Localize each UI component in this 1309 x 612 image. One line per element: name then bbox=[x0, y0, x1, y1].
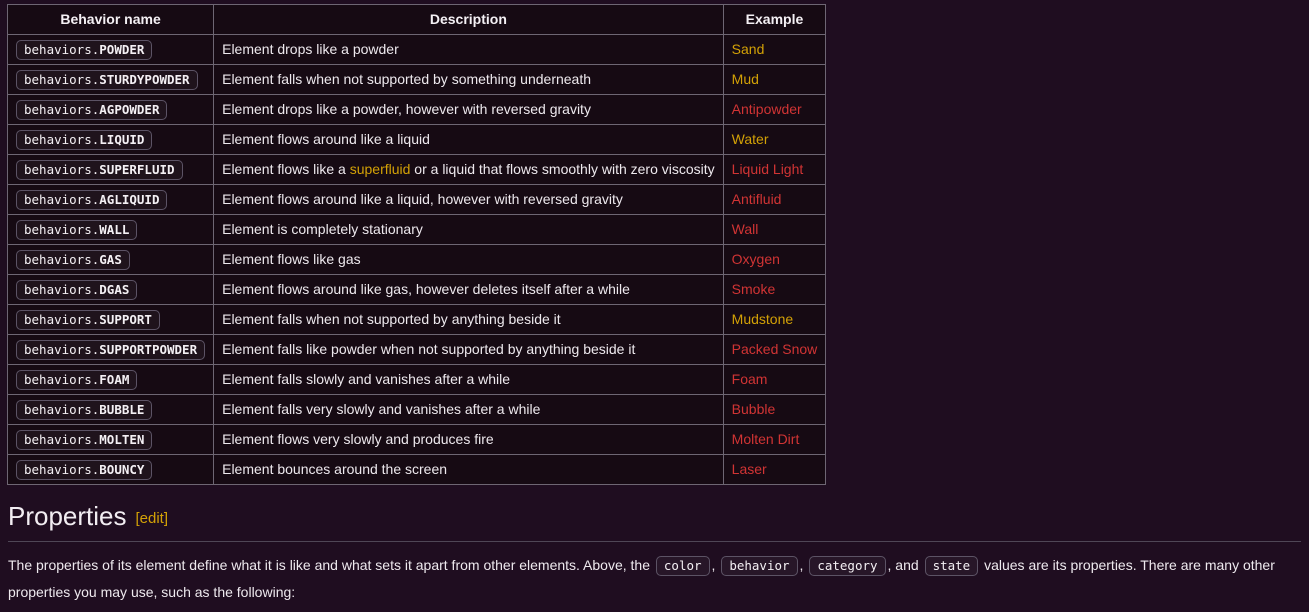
behaviors-table bbox=[7, 4, 826, 485]
description-text: Element flows like a bbox=[222, 161, 350, 177]
example-link[interactable]: Laser bbox=[731, 461, 767, 477]
description-cell bbox=[214, 125, 724, 155]
description-text: Element flows around like a liquid bbox=[222, 131, 430, 147]
behavior-code-prefix: behaviors. bbox=[24, 252, 100, 267]
example-link[interactable]: Mudstone bbox=[731, 311, 794, 327]
behavior-name-cell bbox=[8, 185, 214, 215]
example-cell bbox=[723, 65, 826, 95]
description-text: Element flows around like gas, however deletes itself after a while bbox=[222, 281, 630, 297]
behavior-code-prefix: behaviors. bbox=[24, 132, 100, 147]
behavior-name-cell bbox=[8, 275, 214, 305]
behavior-code bbox=[16, 70, 198, 90]
behavior-code bbox=[16, 130, 152, 150]
behavior-code-prefix: behaviors. bbox=[24, 462, 100, 477]
behavior-code-name: BOUNCY bbox=[99, 462, 145, 477]
table-row bbox=[8, 65, 826, 95]
behavior-name-cell bbox=[8, 125, 214, 155]
description-cell bbox=[214, 395, 724, 425]
example-link[interactable]: Liquid Light bbox=[731, 161, 804, 177]
description-text: Element flows very slowly and produces fire bbox=[222, 431, 494, 447]
behavior-code-name: MOLTEN bbox=[99, 432, 145, 447]
property-code: color bbox=[656, 556, 710, 576]
description-cell bbox=[214, 335, 724, 365]
behavior-code bbox=[16, 400, 152, 420]
section-title: Properties bbox=[8, 501, 127, 531]
behavior-code-name: STURDYPOWDER bbox=[99, 72, 190, 87]
description-text: Element drops like a powder bbox=[222, 41, 399, 57]
description-cell bbox=[214, 185, 724, 215]
behavior-code-name: GAS bbox=[99, 252, 122, 267]
behavior-code-name: AGLIQUID bbox=[99, 192, 160, 207]
behavior-code-prefix: behaviors. bbox=[24, 192, 100, 207]
behavior-code-prefix: behaviors. bbox=[24, 372, 100, 387]
table-header-row bbox=[8, 5, 826, 35]
example-cell bbox=[723, 425, 826, 455]
behavior-code-name: SUPPORTPOWDER bbox=[99, 342, 198, 357]
intro-text: , bbox=[711, 557, 720, 573]
behavior-code-prefix: behaviors. bbox=[24, 432, 100, 447]
behavior-code bbox=[16, 460, 152, 480]
example-cell bbox=[723, 305, 826, 335]
column-header-behavior-name: Behavior name bbox=[8, 5, 214, 35]
behavior-code bbox=[16, 250, 130, 270]
example-link[interactable]: Sand bbox=[731, 41, 765, 57]
table-row bbox=[8, 95, 826, 125]
behavior-code-name: SUPPORT bbox=[99, 312, 152, 327]
property-code: category bbox=[809, 556, 885, 576]
table-row bbox=[8, 365, 826, 395]
description-cell bbox=[214, 245, 724, 275]
column-header-example: Example bbox=[723, 5, 826, 35]
behavior-code bbox=[16, 340, 205, 360]
behavior-name-cell bbox=[8, 425, 214, 455]
property-code: behavior bbox=[721, 556, 797, 576]
example-link[interactable]: Water bbox=[731, 131, 769, 147]
example-cell bbox=[723, 245, 826, 275]
behavior-code bbox=[16, 370, 137, 390]
behavior-code-name: LIQUID bbox=[99, 132, 145, 147]
behavior-name-cell bbox=[8, 365, 214, 395]
example-link[interactable]: Mud bbox=[731, 71, 759, 87]
behavior-name-cell bbox=[8, 245, 214, 275]
behavior-name-cell bbox=[8, 305, 214, 335]
table-row bbox=[8, 275, 826, 305]
description-text: Element falls when not supported by anything beside it bbox=[222, 311, 561, 327]
behavior-code-prefix: behaviors. bbox=[24, 162, 100, 177]
example-cell bbox=[723, 125, 826, 155]
section-heading bbox=[8, 501, 1301, 542]
table-row bbox=[8, 305, 826, 335]
description-text: Element falls very slowly and vanishes after a while bbox=[222, 401, 541, 417]
example-cell bbox=[723, 185, 826, 215]
description-text: Element falls slowly and vanishes after a while bbox=[222, 371, 511, 387]
inline-link[interactable]: superfluid bbox=[349, 161, 411, 177]
example-cell bbox=[723, 35, 826, 65]
intro-text: , and bbox=[887, 557, 923, 573]
table-row bbox=[8, 155, 826, 185]
table-row bbox=[8, 245, 826, 275]
behavior-name-cell bbox=[8, 35, 214, 65]
behavior-name-cell bbox=[8, 65, 214, 95]
behavior-code-name: WALL bbox=[99, 222, 130, 237]
behavior-name-cell bbox=[8, 455, 214, 485]
example-link[interactable]: Smoke bbox=[731, 281, 776, 297]
behavior-code-prefix: behaviors. bbox=[24, 312, 100, 327]
behavior-code-prefix: behaviors. bbox=[24, 72, 100, 87]
behavior-code-prefix: behaviors. bbox=[24, 342, 100, 357]
behavior-code bbox=[16, 40, 152, 60]
table-row bbox=[8, 395, 826, 425]
table-row bbox=[8, 425, 826, 455]
behavior-code-name: AGPOWDER bbox=[99, 102, 160, 117]
table-row bbox=[8, 125, 826, 155]
property-code: state bbox=[925, 556, 979, 576]
intro-text: , bbox=[799, 557, 808, 573]
table-row bbox=[8, 215, 826, 245]
intro-paragraph bbox=[8, 552, 1301, 605]
example-link[interactable]: Oxygen bbox=[731, 251, 780, 267]
behavior-code-prefix: behaviors. bbox=[24, 222, 100, 237]
example-link[interactable]: Packed Snow bbox=[731, 341, 818, 357]
table-row bbox=[8, 335, 826, 365]
example-cell bbox=[723, 365, 826, 395]
behaviors-table-body bbox=[8, 35, 826, 485]
description-text: Element bounces around the screen bbox=[222, 461, 448, 477]
intro-text: The properties of its element define what it is like and what sets it apart from other elements. Above, the bbox=[8, 557, 654, 573]
behavior-code-name: SUPERFLUID bbox=[99, 162, 175, 177]
description-cell bbox=[214, 305, 724, 335]
description-cell bbox=[214, 35, 724, 65]
column-header-description: Description bbox=[214, 5, 724, 35]
example-cell bbox=[723, 395, 826, 425]
example-link[interactable]: Bubble bbox=[731, 401, 776, 417]
behavior-code-prefix: behaviors. bbox=[24, 402, 100, 417]
description-cell bbox=[214, 275, 724, 305]
behavior-code-prefix: behaviors. bbox=[24, 42, 100, 57]
description-text: Element is completely stationary bbox=[222, 221, 423, 237]
intro-text: values are its properties. There are many other properties you may use, such as the following: bbox=[8, 557, 1275, 600]
behavior-name-cell bbox=[8, 395, 214, 425]
example-cell bbox=[723, 335, 826, 365]
description-cell bbox=[214, 425, 724, 455]
description-text: Element falls when not supported by something underneath bbox=[222, 71, 592, 87]
example-cell bbox=[723, 155, 826, 185]
example-link[interactable]: Foam bbox=[731, 371, 768, 387]
description-cell bbox=[214, 95, 724, 125]
edit-link[interactable]: [edit] bbox=[135, 510, 169, 527]
behavior-code-prefix: behaviors. bbox=[24, 102, 100, 117]
table-row bbox=[8, 185, 826, 215]
behavior-name-cell bbox=[8, 215, 214, 245]
behavior-code-name: FOAM bbox=[99, 372, 130, 387]
description-text: Element falls like powder when not supported by anything beside it bbox=[222, 341, 636, 357]
behavior-name-cell bbox=[8, 335, 214, 365]
behavior-code bbox=[16, 190, 167, 210]
table-row bbox=[8, 455, 826, 485]
description-text: Element drops like a powder, however with reversed gravity bbox=[222, 101, 591, 117]
description-text: or a liquid that flows smoothly with zero viscosity bbox=[410, 161, 715, 177]
behavior-code bbox=[16, 220, 137, 240]
description-cell bbox=[214, 365, 724, 395]
behavior-code bbox=[16, 280, 137, 300]
behaviors-table-head bbox=[8, 5, 826, 35]
description-cell bbox=[214, 455, 724, 485]
example-link[interactable]: Wall bbox=[731, 221, 759, 237]
description-cell bbox=[214, 65, 724, 95]
example-cell bbox=[723, 95, 826, 125]
description-cell bbox=[214, 155, 724, 185]
description-cell bbox=[214, 215, 724, 245]
behavior-code bbox=[16, 310, 160, 330]
example-link[interactable]: Antifluid bbox=[731, 191, 782, 207]
example-cell bbox=[723, 215, 826, 245]
description-text: Element flows like gas bbox=[222, 251, 361, 267]
table-row bbox=[8, 35, 826, 65]
behavior-code-prefix: behaviors. bbox=[24, 282, 100, 297]
example-link[interactable]: Molten Dirt bbox=[731, 431, 800, 447]
behavior-code-name: DGAS bbox=[99, 282, 130, 297]
behavior-name-cell bbox=[8, 155, 214, 185]
behavior-code bbox=[16, 430, 152, 450]
example-cell bbox=[723, 275, 826, 305]
behavior-code bbox=[16, 100, 167, 120]
behavior-code bbox=[16, 160, 183, 180]
behavior-name-cell bbox=[8, 95, 214, 125]
description-text: Element flows around like a liquid, however with reversed gravity bbox=[222, 191, 623, 207]
example-link[interactable]: Antipowder bbox=[731, 101, 802, 117]
behavior-code-name: BUBBLE bbox=[99, 402, 145, 417]
example-cell bbox=[723, 455, 826, 485]
behavior-code-name: POWDER bbox=[99, 42, 145, 57]
